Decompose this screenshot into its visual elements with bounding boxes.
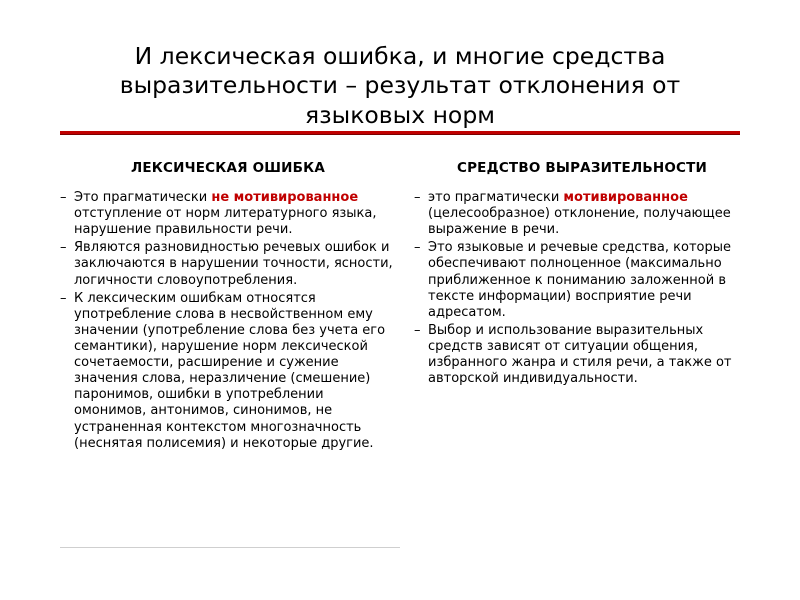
- bullet-dash-icon: –: [60, 290, 67, 306]
- list-item: [60, 190, 396, 238]
- body-text: Это прагматически: [74, 190, 212, 205]
- bottom-edge-line: [60, 547, 400, 548]
- two-column-body: [60, 160, 750, 454]
- body-text: (целесообразное) отклонение, получающее выражение в речи.: [428, 206, 731, 238]
- bullet-list-expressive-means: [414, 190, 750, 387]
- body-text: Это языковые и речевые средства, которые обеспечивают полноценное (максимально приближенное к пониманию заложенной в тексте информации) восприятие речи адресатом.: [428, 240, 732, 320]
- column-expressive-means: [414, 160, 750, 454]
- title-divider-rule-shadow: [60, 134, 740, 135]
- bullet-dash-icon: –: [60, 190, 67, 205]
- page-title: И лексическая ошибка, и многие средства выразительности – результат отклонения от языковых норм: [119, 41, 681, 129]
- column-heading-expressive-means: СРЕДСТВО ВЫРАЗИТЕЛЬНОСТИ: [456, 160, 708, 176]
- bullet-dash-icon: –: [414, 190, 421, 205]
- list-item: [60, 291, 396, 452]
- bullet-list-lexical-error: [60, 190, 396, 452]
- body-text: это прагматически: [428, 190, 564, 205]
- column-lexical-error: [60, 160, 396, 454]
- emphasis-text: не мотивированное: [211, 190, 359, 205]
- list-item: [414, 323, 750, 387]
- body-text: К лексическим ошибкам относятся употребление слова в несвойственном ему значении (употребление слова без учета его семантики), нарушение норм лексической сочетаемости, расширение и сужение значения слова, неразличение (смешение) паронимов, ошибки в употреблении омонимов, антонимов, синонимов, не устраненная контекстом многозначность (неснятая полисемия) и некоторые другие.: [74, 290, 386, 451]
- list-item: [414, 240, 750, 321]
- list-item: [60, 240, 396, 288]
- body-text: отступление от норм литературного языка, нарушение правильности речи.: [74, 206, 377, 238]
- list-item: [414, 190, 750, 238]
- body-text: Выбор и использование выразительных средств зависят от ситуации общения, избранного жанра и стиля речи, а также от авторской индивидуальности.: [428, 322, 732, 387]
- bullet-dash-icon: –: [60, 240, 67, 256]
- bullet-dash-icon: –: [414, 240, 421, 256]
- column-heading-lexical-error: ЛЕКСИЧЕСКАЯ ОШИБКА: [130, 160, 326, 176]
- body-text: Являются разновидностью речевых ошибок и заключаются в нарушении точности, ясности, логичности словоупотребления.: [74, 240, 393, 288]
- emphasis-text: мотивированное: [563, 190, 688, 205]
- bullet-dash-icon: –: [414, 322, 421, 338]
